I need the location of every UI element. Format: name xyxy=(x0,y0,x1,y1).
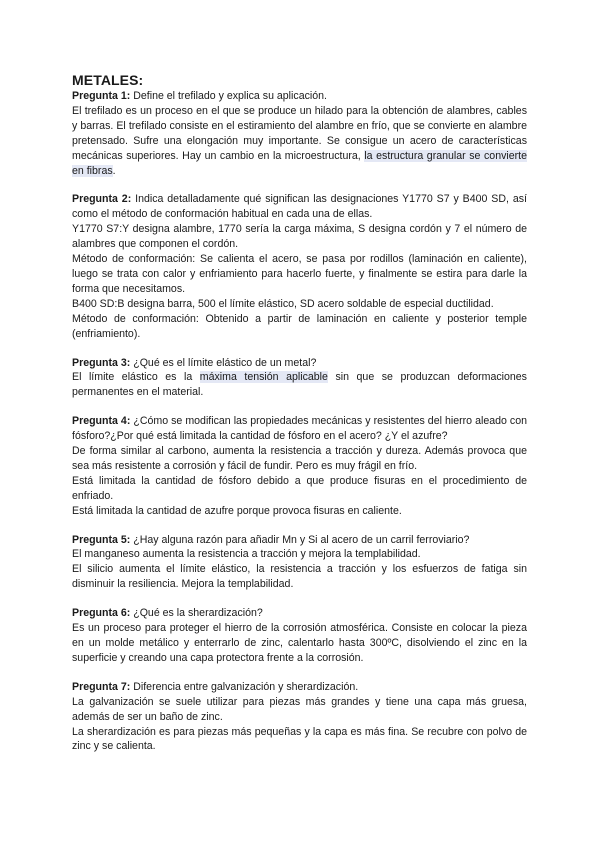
section-spacer xyxy=(72,342,527,356)
section-spacer xyxy=(72,519,527,533)
answer-text: . xyxy=(112,164,116,177)
section-spacer xyxy=(72,592,527,606)
answer-text: La sherardización es para piezas más pequeñas y la capa es más fina. Se recubre con polvo de zinc y se calienta. xyxy=(72,725,527,753)
answer-text: Y1770 S7:Y designa alambre, 1770 sería la carga máxima, S designa cordón y 7 el número de alambres que componen el cordón. xyxy=(72,223,527,251)
question-text: ¿Qué es la sherardización? xyxy=(130,607,263,620)
document-title: METALES: xyxy=(72,72,144,88)
answer-paragraph xyxy=(72,312,527,342)
question-6 xyxy=(72,606,527,621)
question-label: Pregunta 2: xyxy=(72,193,132,206)
answer-text: Método de conformación: Obtenido a partir de laminación en caliente y posterior temple (enfriamiento). xyxy=(72,312,527,340)
question-label: Pregunta 1: xyxy=(72,90,131,102)
answer-paragraph xyxy=(72,297,527,312)
answer-text: El manganeso aumenta la resistencia a tracción y mejora la templabilidad. xyxy=(72,548,421,561)
question-text: Indica detalladamente qué significan las designaciones Y1770 S7 y B400 SD, así como el método de conformación habitual en cada una de ellas. xyxy=(72,193,527,221)
answer-text: B400 SD:B designa barra, 500 el límite elástico, SD acero soldable de especial ductilidad. xyxy=(72,297,494,310)
answer-paragraph xyxy=(72,252,527,297)
question-label: Pregunta 3: xyxy=(72,356,131,369)
document-page xyxy=(72,72,527,754)
answer-text: De forma similar al carbono, aumenta la resistencia a tracción y dureza. Además provoca que sea más resistente a corrosión y fácil de fundir. Pero es muy frágil en frío. xyxy=(72,445,527,472)
section-spacer xyxy=(72,666,527,680)
answer-paragraph xyxy=(72,504,527,519)
question-5 xyxy=(72,533,527,548)
section-spacer xyxy=(72,178,527,192)
questions-container xyxy=(72,89,527,754)
question-text: ¿Hay alguna razón para añadir Mn y Si al acero de un carril ferroviario? xyxy=(130,533,470,546)
answer-paragraph xyxy=(72,474,527,504)
question-2 xyxy=(72,192,527,222)
answer-text: sin que se produzcan deformaciones permanentes en el material. xyxy=(72,371,527,399)
answer-paragraph xyxy=(72,547,527,562)
highlighted-text: la estructura granular se convierte en fibras xyxy=(72,149,527,177)
answer-text: Método de conformación: Se calienta el acero, se pasa por rodillos (laminación en caliente), luego se trata con calor y enfriamiento para hacerlo fuerte, y finalmente se estira para darle la forma que necesitamos. xyxy=(72,253,527,295)
section-spacer xyxy=(72,400,527,414)
answer-text: La galvanización se suele utilizar para piezas más grandes y tiene una capa más gruesa, además de ser un baño de zinc. xyxy=(72,695,527,723)
question-4 xyxy=(72,414,527,444)
question-label: Pregunta 6: xyxy=(72,607,131,620)
answer-paragraph xyxy=(72,695,527,725)
question-text: ¿Cómo se modifican las propiedades mecánicas y resistentes del hierro aleado con fósforo?¿Por qué está limitada la cantidad de fósforo en el acero? ¿Y el azufre? xyxy=(72,415,527,443)
answer-text: El trefilado es un proceso en el que se produce un hilado para la obtención de alambres, cables y barras. El trefilado consiste en el estiramiento del alambre en frío, que se convierte en alambre pretensado. Sufre una elongación muy importante. Se consigue un acero de características mecánicas superiores. Hay un cambio en la microestructura, xyxy=(72,104,527,162)
highlighted-text: máxima tensión aplicable xyxy=(199,371,328,384)
answer-paragraph xyxy=(72,621,527,666)
question-7 xyxy=(72,680,527,695)
answer-paragraph xyxy=(72,370,527,400)
question-text: Diferencia entre galvanización y sherardización. xyxy=(130,680,359,693)
question-label: Pregunta 7: xyxy=(72,680,131,693)
answer-text: Es un proceso para proteger el hierro de la corrosión atmosférica. Consiste en colocar la pieza en un molde metálico y enterrarlo de zinc, calentarlo hasta 300ºC, disolviendo el zinc en la superficie y creando una capa protectora frente a la corrosión. xyxy=(72,622,527,664)
question-text: Define el trefilado y explica su aplicación. xyxy=(130,90,327,102)
answer-text: El límite elástico es la xyxy=(72,371,200,384)
answer-paragraph xyxy=(72,222,527,252)
answer-text: Está limitada la cantidad de azufre porque provoca fisuras en caliente. xyxy=(72,504,402,517)
question-label: Pregunta 5: xyxy=(72,533,131,546)
answer-paragraph xyxy=(72,444,527,474)
answer-paragraph xyxy=(72,562,527,592)
answer-text: El silicio aumenta el límite elástico, la resistencia a tracción y los esfuerzos de fatiga sin disminuir la resiliencia. Mejora la templabilidad. xyxy=(72,563,527,591)
answer-paragraph xyxy=(72,725,527,755)
answer-text: Está limitada la cantidad de fósforo debido a que produce fisuras en el procedimiento de enfriado. xyxy=(72,474,527,502)
question-label: Pregunta 4: xyxy=(72,415,131,428)
question-3 xyxy=(72,356,527,371)
question-text: ¿Qué es el límite elástico de un metal? xyxy=(130,356,317,369)
answer-paragraph xyxy=(72,104,527,179)
question-1 xyxy=(72,89,527,104)
